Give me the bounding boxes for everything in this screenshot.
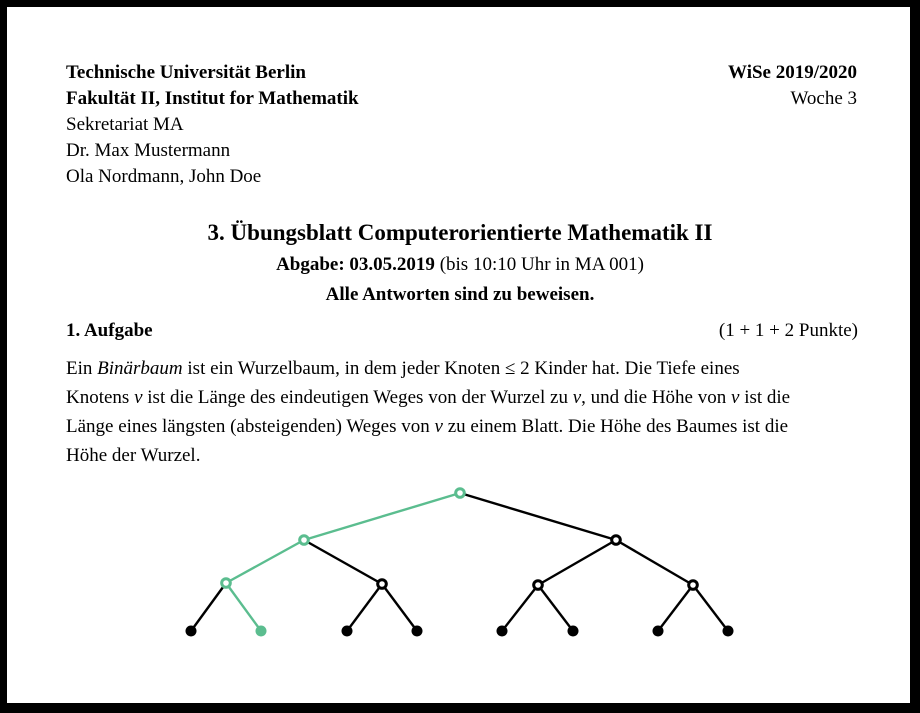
sheet-title: 3. Übungsblatt Computerorientierte Mathematik II <box>207 220 713 245</box>
tree-node-l0 <box>186 626 197 637</box>
bold-text-run: Abgabe: 03.05.2019 <box>276 254 435 275</box>
tree-edge <box>347 584 382 631</box>
header-line: Fakultät II, Institut for Mathematik <box>66 88 359 109</box>
tree-edge <box>538 585 573 631</box>
italic-term: Binärbaum <box>97 358 183 379</box>
text-run: Knotens <box>66 387 135 408</box>
header-line: Woche 3 <box>790 88 857 109</box>
italic-term: v <box>731 387 740 408</box>
italic-term: v <box>572 387 582 408</box>
tree-node-n10-highlighted <box>300 536 309 545</box>
tree-node-l4 <box>497 626 508 637</box>
tree-edge <box>502 585 538 631</box>
text-run: (bis 10:10 Uhr in MA 001) <box>434 254 644 275</box>
header-line: Technische Universität Berlin <box>66 62 306 83</box>
deadline-line <box>0 253 920 277</box>
header-line: Sekretariat MA <box>66 114 184 135</box>
tree-edge <box>304 540 382 584</box>
task-points: (1 + 1 + 2 Punkte) <box>718 320 858 341</box>
tree-edge <box>693 585 728 631</box>
text-run: Höhe der Wurzel. <box>66 445 201 466</box>
text-run: zu einem Blatt. Die Höhe des Baumes ist die <box>442 416 789 437</box>
header-right-block <box>728 60 857 112</box>
italic-term: v <box>134 387 143 408</box>
tree-edge <box>460 493 616 540</box>
tree-node-n20-highlighted <box>222 579 231 588</box>
tree-edge <box>538 540 616 585</box>
tree-edge <box>616 540 693 585</box>
tree-node-l3 <box>412 626 423 637</box>
tree-node-root-highlighted <box>456 489 465 498</box>
tree-edge-highlighted <box>304 493 460 540</box>
tree-node-l6 <box>653 626 664 637</box>
header-line: Dr. Max Mustermann <box>66 140 231 161</box>
tree-node-n11 <box>612 536 621 545</box>
tree-node-n21 <box>378 580 387 589</box>
header-line: Ola Nordmann, John Doe <box>66 166 262 187</box>
italic-term: v <box>434 416 443 437</box>
text-run: Ein <box>66 358 98 379</box>
header-left-block <box>66 60 359 190</box>
tree-edge <box>382 584 417 631</box>
text-run: ist ein Wurzelbaum, in dem jeder Knoten ≤ 2 Kinder hat. Die Tiefe eines <box>182 358 740 379</box>
header-line: WiSe 2019/2020 <box>728 62 857 83</box>
text-run: Länge eines längsten (absteigenden) Weges von <box>66 416 435 437</box>
tree-edge <box>658 585 693 631</box>
tree-node-l7 <box>723 626 734 637</box>
tree-node-n23 <box>689 581 698 590</box>
task-header-row <box>66 320 858 342</box>
text-run: , und die Höhe von <box>581 387 731 408</box>
tree-node-l2 <box>342 626 353 637</box>
tree-node-n22 <box>534 581 543 590</box>
text-run: ist die <box>739 387 791 408</box>
task-paragraph <box>66 354 878 470</box>
task-heading: 1. Aufgabe <box>66 320 153 341</box>
tree-node-l5 <box>568 626 579 637</box>
tree-node-l1-highlighted <box>256 626 267 637</box>
tree-edge <box>191 583 226 631</box>
tree-edge-highlighted <box>226 583 261 631</box>
text-run: ist die Länge des eindeutigen Weges von der Wurzel zu <box>142 387 573 408</box>
tree-edge-highlighted <box>226 540 304 583</box>
note-line: Alle Antworten sind zu beweisen. <box>325 284 595 305</box>
